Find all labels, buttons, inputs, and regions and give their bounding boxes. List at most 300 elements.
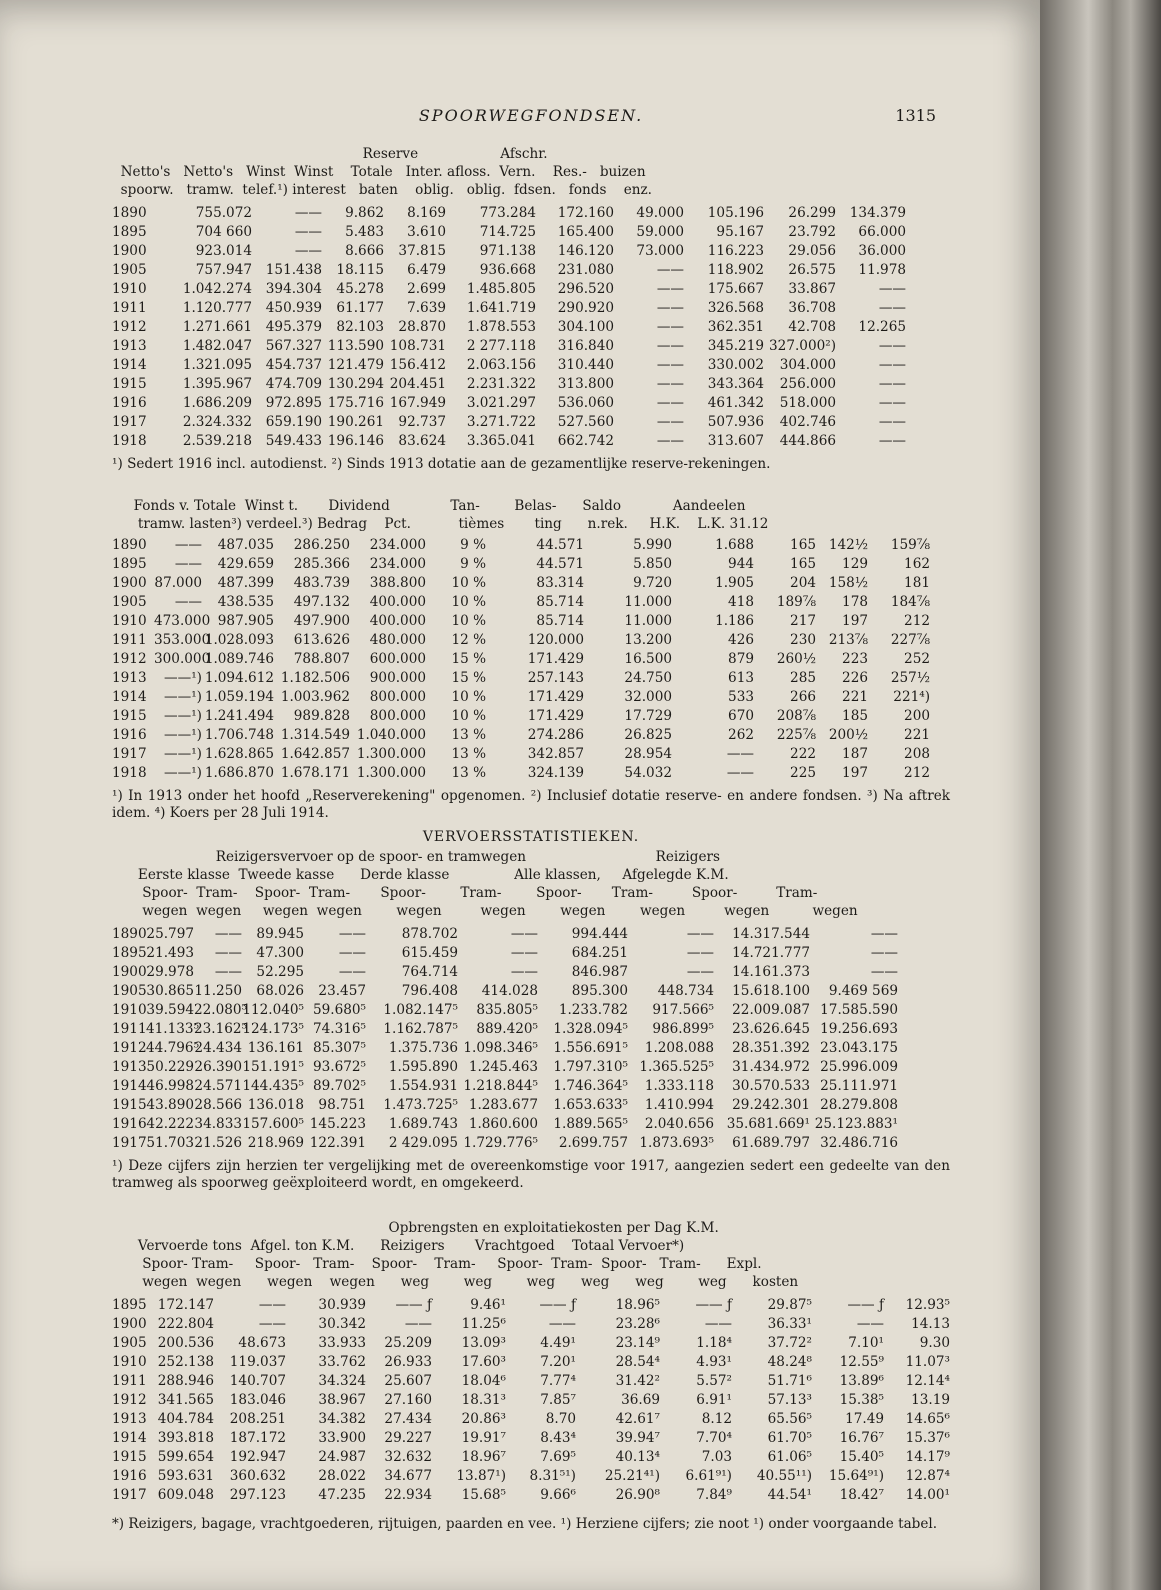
value-cell: 118.902 [707, 262, 764, 278]
table-row [112, 1334, 950, 1353]
value-cell: 83.314 [536, 575, 584, 591]
value-cell: 25.797 [146, 926, 194, 942]
value-cell: 136.018 [247, 1097, 304, 1113]
value-cell: 2.539.218 [182, 433, 252, 449]
value-cell: 172.147 [157, 1297, 214, 1313]
value-cell: 1.641.719 [466, 300, 536, 316]
value-cell: ——¹) [164, 708, 202, 724]
value-cell: 994.444 [571, 926, 628, 942]
value-cell: 290.920 [557, 300, 614, 316]
value-cell: 165 [790, 537, 816, 553]
value-cell: 66.000 [858, 224, 906, 240]
value-cell: —— [704, 1316, 732, 1332]
table-row [112, 925, 898, 944]
page-edge-stack [1040, 0, 1161, 1590]
table3-head-line: wegen wegen wegen wegen wegen wegen wegen wegen wegen wegen [112, 903, 858, 919]
value-cell: 178 [842, 594, 868, 610]
value-cell: 536.060 [557, 395, 614, 411]
value-cell: 4.93¹ [696, 1354, 732, 1370]
value-cell: 917.566⁵ [652, 1002, 714, 1018]
value-cell: 764.714 [401, 964, 458, 980]
value-cell: 130.294 [327, 376, 384, 392]
year-cell: 1905 [112, 1335, 147, 1351]
table-row [112, 337, 906, 356]
value-cell: 11.000 [624, 613, 672, 629]
value-cell: 175.667 [707, 281, 764, 297]
value-cell: 157.600⁵ [242, 1116, 304, 1132]
year-cell: 1910 [112, 613, 147, 629]
value-cell: 414.028 [481, 983, 538, 999]
value-cell: 29.978 [146, 964, 194, 980]
value-cell: 41.133⁵ [146, 1021, 200, 1037]
value-cell: 18.96⁵ [615, 1297, 660, 1313]
year-cell: 1915 [112, 708, 147, 724]
table-row [112, 242, 906, 261]
value-cell: 221⁴) [893, 689, 930, 705]
value-cell: 26.299 [788, 205, 836, 221]
value-cell: —— [870, 926, 898, 942]
value-cell: 800.000 [369, 689, 426, 705]
value-cell: 438.535 [217, 594, 274, 610]
value-cell: 40.13⁴ [615, 1449, 660, 1465]
value-cell: 59.000 [636, 224, 684, 240]
value-cell: 187.172 [229, 1430, 286, 1446]
year-cell: 1913 [112, 670, 147, 686]
value-cell: 85.307⁵ [312, 1040, 366, 1056]
value-cell: 15.618.100 [732, 983, 810, 999]
value-cell: 1.186 [715, 613, 754, 629]
value-cell: 7.639 [407, 300, 446, 316]
year-cell: 1905 [112, 594, 147, 610]
value-cell: —— [656, 376, 684, 392]
value-cell: 26.575 [788, 262, 836, 278]
value-cell: 37.72² [767, 1335, 812, 1351]
value-cell: 527.560 [557, 414, 614, 430]
year-cell: 1917 [112, 746, 147, 762]
value-cell: 44.571 [536, 537, 584, 553]
value-cell: 388.800 [369, 575, 426, 591]
value-cell: 108.731 [389, 338, 446, 354]
value-cell: 1.082.147⁵ [383, 1002, 458, 1018]
value-cell: 121.479 [327, 357, 384, 373]
value-cell: 300.000 [154, 651, 211, 667]
value-cell: 167.949 [389, 395, 446, 411]
value-cell: 9 % [460, 537, 486, 553]
value-cell: 28.351.392 [732, 1040, 810, 1056]
value-cell: 113.590 [327, 338, 384, 354]
value-cell: 151.191⁵ [242, 1059, 304, 1075]
value-cell: —— [294, 243, 322, 259]
value-cell: 360.632 [229, 1468, 286, 1484]
value-cell: 600.000 [369, 651, 426, 667]
value-cell: 204.451 [389, 376, 446, 392]
table4-head-line: wegen wegen wegen wegen weg weg weg weg weg weg kosten [112, 1274, 799, 1290]
year-cell: 1910 [112, 1002, 147, 1018]
value-cell: 212 [904, 613, 930, 629]
value-cell: 9.469 569 [828, 983, 898, 999]
value-cell: 345.219 [707, 338, 764, 354]
value-cell: 158½ [828, 575, 868, 591]
value-cell: 105.196 [707, 205, 764, 221]
value-cell: —— ƒ [395, 1297, 432, 1313]
year-cell: 1913 [112, 1059, 147, 1075]
value-cell: 15.38⁵ [839, 1392, 884, 1408]
year-cell: 1918 [112, 433, 147, 449]
value-cell: —— [656, 433, 684, 449]
value-cell: 304.000 [779, 357, 836, 373]
value-cell: 119.037 [229, 1354, 286, 1370]
value-cell: —— [214, 964, 242, 980]
value-cell: 42.61⁷ [615, 1411, 660, 1427]
table-row [112, 650, 930, 669]
value-cell: 10 % [451, 708, 486, 724]
value-cell: 2 277.118 [466, 338, 536, 354]
value-cell: —— [510, 964, 538, 980]
value-cell: 16.500 [624, 651, 672, 667]
table-row [112, 745, 930, 764]
value-cell: 28.870 [398, 319, 446, 335]
table2-head-line: Fonds v. Totale Winst t. Dividend Tan- Belas- Saldo Aandeelen [112, 498, 746, 514]
value-cell: 10 % [451, 594, 486, 610]
table-row [112, 536, 930, 555]
value-cell: 324.139 [527, 765, 584, 781]
value-cell: 889.420⁵ [476, 1021, 538, 1037]
value-cell: 7.10¹ [848, 1335, 884, 1351]
value-cell: 15 % [451, 651, 486, 667]
year-cell: 1895 [112, 224, 147, 240]
table-row [112, 375, 906, 394]
value-cell: 37.815 [398, 243, 446, 259]
value-cell: ——¹) [164, 765, 202, 781]
value-cell: 404.784 [157, 1411, 214, 1427]
value-cell: 25.607 [384, 1373, 432, 1389]
value-cell: 39.594 [146, 1002, 194, 1018]
value-cell: 87.000 [154, 575, 202, 591]
value-cell: 192.947 [229, 1449, 286, 1465]
value-cell: 1.208.088 [644, 1040, 714, 1056]
value-cell: 92.737 [398, 414, 446, 430]
value-cell: 13.200 [624, 632, 672, 648]
value-cell: 38.967 [318, 1392, 366, 1408]
value-cell: 2.699 [407, 281, 446, 297]
value-cell: 7.20¹ [540, 1354, 576, 1370]
value-cell: 518.000 [779, 395, 836, 411]
table3-footnote: ¹) Deze cijfers zijn herzien ter vergelijking met de overeenkomstige voor 1917, aangezien sedert een gedeelte van den tramweg als spoorweg geëxploiteerd wordt, en omgekeerd. [112, 1158, 950, 1191]
value-cell: 613.626 [293, 632, 350, 648]
value-cell: 221 [904, 727, 930, 743]
value-cell: 14.65⁶ [905, 1411, 950, 1427]
value-cell: —— [878, 414, 906, 430]
year-cell: 1914 [112, 689, 147, 705]
table-row [112, 1020, 898, 1039]
table-row [112, 223, 906, 242]
value-cell: 9.30 [919, 1335, 950, 1351]
value-cell: 51.71⁶ [767, 1373, 812, 1389]
value-cell: 8.43⁴ [540, 1430, 576, 1446]
table-row [112, 1315, 950, 1334]
year-cell: 1917 [112, 1487, 147, 1503]
value-cell: 507.936 [707, 414, 764, 430]
value-cell: 44.54¹ [767, 1487, 812, 1503]
value-cell: 175.716 [327, 395, 384, 411]
value-cell: 7.77⁴ [540, 1373, 576, 1389]
table-row [112, 1372, 950, 1391]
value-cell: 197 [842, 765, 868, 781]
value-cell: 223 [842, 651, 868, 667]
value-cell: 28.566 [194, 1097, 242, 1113]
value-cell: 14.00¹ [905, 1487, 950, 1503]
year-cell: 1914 [112, 1078, 147, 1094]
value-cell: 51.703 [146, 1135, 194, 1151]
value-cell: 36.69 [621, 1392, 660, 1408]
value-cell: —— [656, 300, 684, 316]
value-cell: 426 [728, 632, 754, 648]
value-cell: 1.218.844⁵ [463, 1078, 538, 1094]
value-cell: 972.895 [265, 395, 322, 411]
value-cell: 257½ [890, 670, 930, 686]
value-cell: 17.585.590 [820, 1002, 898, 1018]
value-cell: 28.54⁴ [615, 1354, 660, 1370]
value-cell: 24.434 [194, 1040, 242, 1056]
value-cell: 1.245.463 [468, 1059, 538, 1075]
value-cell: 12.87⁴ [905, 1468, 950, 1484]
value-cell: —— [878, 338, 906, 354]
value-cell: 15.40⁵ [839, 1449, 884, 1465]
value-cell: 448.734 [657, 983, 714, 999]
table-row [112, 1077, 898, 1096]
value-cell: 234.000 [369, 537, 426, 553]
table-row [112, 394, 906, 413]
table-row [112, 280, 906, 299]
value-cell: 1.628.865 [204, 746, 274, 762]
value-cell: 22.009.087 [732, 1002, 810, 1018]
value-cell: 936.668 [479, 262, 536, 278]
value-cell: 17.60³ [461, 1354, 506, 1370]
value-cell: 45.278 [336, 281, 384, 297]
value-cell: 231.080 [557, 262, 614, 278]
year-cell: 1900 [112, 575, 147, 591]
value-cell: 313.800 [557, 376, 614, 392]
table2-head-line: tramw. lasten³) verdeel.³) Bedrag Pct. tièmes ting n.rek. H.K. L.K. 31.12 [112, 516, 769, 532]
value-cell: 74.316⁵ [312, 1021, 366, 1037]
value-cell: 846.987 [571, 964, 628, 980]
value-cell: 27.434 [384, 1411, 432, 1427]
value-cell: 418 [728, 594, 754, 610]
year-cell: 1890 [112, 926, 147, 942]
value-cell: 146.120 [557, 243, 614, 259]
value-cell: 225⅞ [776, 727, 816, 743]
value-cell: 19.91⁷ [461, 1430, 506, 1446]
value-cell: —— [174, 594, 202, 610]
year-cell: 1905 [112, 983, 147, 999]
value-cell: 165.400 [557, 224, 614, 240]
value-cell: 34.677 [384, 1468, 432, 1484]
table4-footnote: *) Reizigers, bagage, vrachtgoederen, rijtuigen, paarden en vee. ¹) Herziene cijfers; zie noot ¹) onder voorgaande tabel. [112, 1516, 938, 1532]
value-cell: 112.040⁵ [242, 1002, 304, 1018]
value-cell: 151.438 [265, 262, 322, 278]
value-cell: 487.399 [217, 575, 274, 591]
table4-head-line: Opbrengsten en exploitatiekosten per Dag K.M. [112, 1220, 719, 1236]
table-row [112, 764, 930, 783]
value-cell: 36.000 [858, 243, 906, 259]
table-row [112, 1410, 950, 1429]
table-row [112, 1134, 898, 1153]
value-cell: 28.022 [318, 1468, 366, 1484]
value-cell: 5.57² [696, 1373, 732, 1389]
table-row [112, 356, 906, 375]
value-cell: 1.410.994 [644, 1097, 714, 1113]
value-cell: 29.227 [384, 1430, 432, 1446]
value-cell: 212 [904, 765, 930, 781]
value-cell: 1.554.931 [388, 1078, 458, 1094]
value-cell: 34.382 [318, 1411, 366, 1427]
value-cell: 1.686.870 [204, 765, 274, 781]
value-cell: 13.09³ [461, 1335, 506, 1351]
value-cell: 1.729.776⁵ [463, 1135, 538, 1151]
value-cell: 42.708 [788, 319, 836, 335]
value-cell: 120.000 [527, 632, 584, 648]
value-cell: 20.86³ [461, 1411, 506, 1427]
value-cell: —— [726, 765, 754, 781]
year-cell: 1912 [112, 651, 147, 667]
value-cell: 296.520 [557, 281, 614, 297]
value-cell: 140.707 [229, 1373, 286, 1389]
value-cell: 23.14⁹ [615, 1335, 660, 1351]
table4-head-line: Vervoerde tons Afgel. ton K.M. Reizigers Vrachtgoed Totaal Vervoer*) [112, 1238, 685, 1254]
value-cell: —— [686, 926, 714, 942]
value-cell: 23.626.645 [732, 1021, 810, 1037]
value-cell: 1.003.962 [280, 689, 350, 705]
year-cell: 1917 [112, 414, 147, 430]
value-cell: 549.433 [265, 433, 322, 449]
year-cell: 1916 [112, 1468, 147, 1484]
value-cell: 1.686.209 [182, 395, 252, 411]
value-cell: 2.063.156 [466, 357, 536, 373]
year-cell: 1913 [112, 338, 147, 354]
year-cell: 1916 [112, 727, 147, 743]
value-cell: 1.642.857 [280, 746, 350, 762]
value-cell: 8.31⁵¹) [529, 1468, 576, 1484]
value-cell: 23.162⁵ [194, 1021, 248, 1037]
value-cell: 46.998 [146, 1078, 194, 1094]
value-cell: 1.873.693⁵ [639, 1135, 714, 1151]
value-cell: 61.177 [336, 300, 384, 316]
value-cell: 1.028.093 [204, 632, 274, 648]
value-cell: 93.672⁵ [312, 1059, 366, 1075]
value-cell: 208.251 [229, 1411, 286, 1427]
table1-footnote: ¹) Sedert 1916 incl. autodienst. ²) Sinds 1913 dotatie aan de gezamentlijke reserve-rekeningen. [112, 456, 771, 472]
value-cell: 29.056 [788, 243, 836, 259]
value-cell: 12.265 [858, 319, 906, 335]
value-cell: 28.279.808 [820, 1097, 898, 1113]
value-cell: 59.680⁵ [312, 1002, 366, 1018]
value-cell: 13 % [451, 746, 486, 762]
value-cell: 6.91¹ [696, 1392, 732, 1408]
value-cell: 156.412 [389, 357, 446, 373]
value-cell: 34.324 [318, 1373, 366, 1389]
value-cell: 16.76⁷ [839, 1430, 884, 1446]
value-cell: 230 [790, 632, 816, 648]
table-row [112, 1039, 898, 1058]
value-cell: 14.13 [911, 1316, 950, 1332]
table-row [112, 1115, 898, 1134]
table-row [112, 963, 898, 982]
value-cell: —— ƒ [847, 1297, 884, 1313]
value-cell: 14.317.544 [732, 926, 810, 942]
value-cell: 7.03 [701, 1449, 732, 1465]
value-cell: 28.954 [624, 746, 672, 762]
value-cell: —— [878, 376, 906, 392]
year-cell: 1895 [112, 1297, 147, 1313]
value-cell: 497.132 [293, 594, 350, 610]
value-cell: 971.138 [479, 243, 536, 259]
value-cell: 262 [728, 727, 754, 743]
value-cell: 1.889.565⁵ [553, 1116, 628, 1132]
value-cell: ——¹) [164, 727, 202, 743]
table-row [112, 1296, 950, 1315]
value-cell: 662.742 [557, 433, 614, 449]
year-cell: 1895 [112, 945, 147, 961]
value-cell: 343.364 [707, 376, 764, 392]
year-cell: 1890 [112, 205, 147, 221]
value-cell: 704 660 [195, 224, 252, 240]
value-cell: 9.66⁶ [540, 1487, 576, 1503]
value-cell: 286.250 [293, 537, 350, 553]
value-cell: 599.654 [157, 1449, 214, 1465]
value-cell: 1.395.967 [182, 376, 252, 392]
value-cell: 330.002 [707, 357, 764, 373]
value-cell: —— [174, 537, 202, 553]
value-cell: 252 [904, 651, 930, 667]
value-cell: 1.283.677 [468, 1097, 538, 1113]
value-cell: 171.429 [527, 708, 584, 724]
value-cell: 73.000 [636, 243, 684, 259]
value-cell: —— [726, 746, 754, 762]
value-cell: 2 429.095 [388, 1135, 458, 1151]
value-cell: 13.89⁶ [839, 1373, 884, 1389]
value-cell: 134.379 [849, 205, 906, 221]
value-cell: 288.946 [157, 1373, 214, 1389]
value-cell: 310.440 [557, 357, 614, 373]
value-cell: 8.12 [701, 1411, 732, 1427]
table-row [112, 1429, 950, 1448]
value-cell: —— [258, 1316, 286, 1332]
value-cell: 796.408 [401, 983, 458, 999]
value-cell: 29.242.301 [732, 1097, 810, 1113]
value-cell: —— [870, 964, 898, 980]
value-cell: 31.42² [615, 1373, 660, 1389]
value-cell: 54.032 [624, 765, 672, 781]
value-cell: 89.702⁵ [312, 1078, 366, 1094]
year-cell: 1900 [112, 243, 147, 259]
value-cell: 1.18⁴ [696, 1335, 732, 1351]
value-cell: 196.146 [327, 433, 384, 449]
year-cell: 1900 [112, 1316, 147, 1332]
value-cell: 17.729 [624, 708, 672, 724]
value-cell: 400.000 [369, 613, 426, 629]
year-cell: 1890 [112, 537, 147, 553]
year-cell: 1911 [112, 1373, 147, 1389]
value-cell: 5.850 [633, 556, 672, 572]
page-title: SPOORWEGFONDSEN. [418, 106, 644, 125]
value-cell: 35.681.669¹ [726, 1116, 810, 1132]
value-cell: 353.000 [154, 632, 211, 648]
value-cell: 9.720 [633, 575, 672, 591]
value-cell: 171.429 [527, 689, 584, 705]
value-cell: 260½ [776, 651, 816, 667]
table3-head-line: Reizigersvervoer op de spoor- en tramwegen Reizigers [112, 849, 720, 865]
value-cell: 23.043.175 [820, 1040, 898, 1056]
